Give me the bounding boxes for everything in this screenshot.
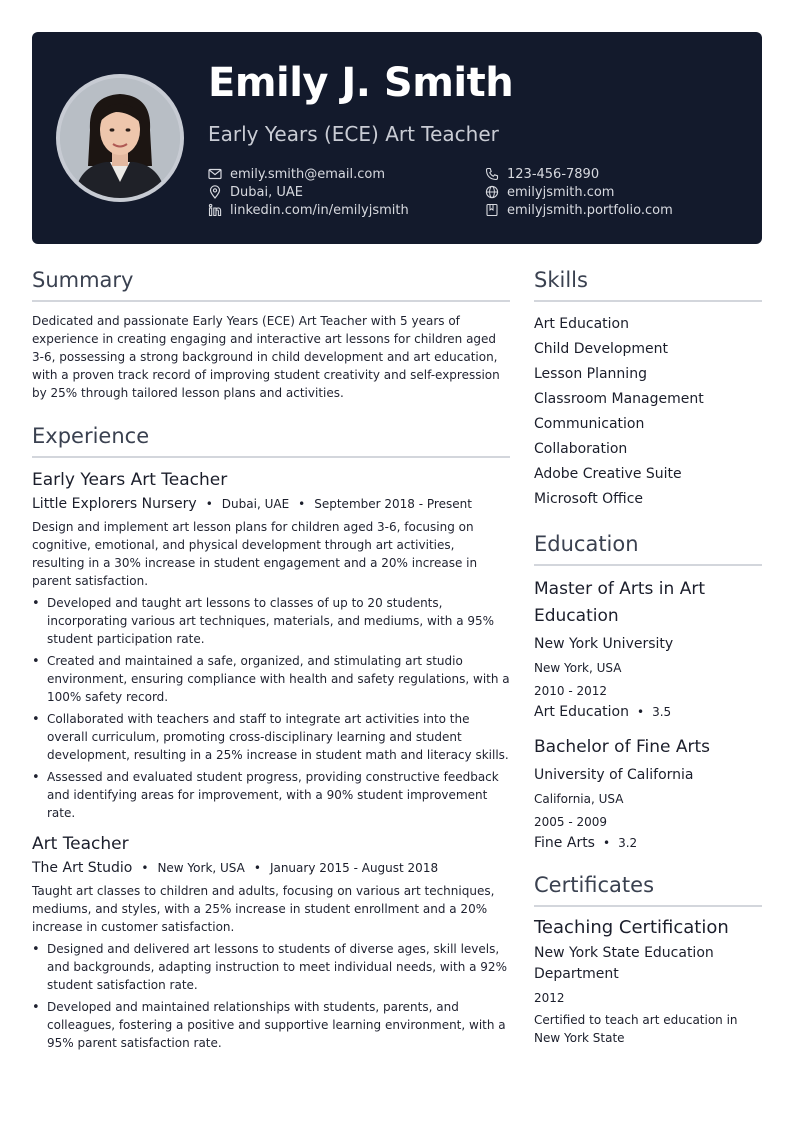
education-degree: Bachelor of Fine Arts bbox=[534, 737, 711, 757]
contact-location-text: Dubai, UAE bbox=[230, 184, 303, 200]
certificates-heading: Certificates bbox=[534, 873, 762, 907]
education-school: New York University bbox=[534, 636, 674, 652]
job-bullet: • Developed and maintained relationships with students, parents, and colleagues, fostering a positive and supportive learning environment, with a 95% parent satisfaction rate. bbox=[32, 998, 510, 1052]
job-description: Taught art classes to children and adults, focusing on various art techniques, mediums, and styles, with a 25% increase in student enrollment and a 20% increase in customer satisfaction. bbox=[32, 884, 495, 934]
certificate-title: Teaching Certification bbox=[534, 917, 729, 938]
job-location: Dubai, UAE bbox=[221, 497, 290, 511]
contact-website-text: emilyjsmith.com bbox=[507, 184, 615, 200]
separator-dot: • bbox=[636, 705, 645, 719]
contact-linkedin-text: linkedin.com/in/emilyjsmith bbox=[230, 202, 409, 218]
contact-email[interactable] bbox=[208, 165, 385, 183]
summary-heading: Summary bbox=[32, 268, 510, 302]
certificate-year: 2012 bbox=[534, 991, 565, 1005]
skills-list bbox=[534, 312, 762, 512]
candidate-name: Emily J. Smith bbox=[208, 60, 514, 106]
job-title: Early Years Art Teacher bbox=[32, 470, 228, 490]
job-bullet: • Created and maintained a safe, organized, and stimulating art studio environment, ensuring compliance with health and safety regulations, with a 100% safety record. bbox=[32, 652, 510, 706]
education-field bbox=[534, 835, 762, 851]
job-dates: January 2015 - August 2018 bbox=[269, 861, 439, 875]
education-degree: Master of Arts in Art Education bbox=[534, 579, 705, 626]
job-entry bbox=[32, 834, 510, 1052]
separator-dot: • bbox=[253, 861, 261, 875]
education-heading: Education bbox=[534, 532, 762, 566]
separator-dot: • bbox=[205, 497, 213, 511]
certificate-issuer: New York State Education Department bbox=[534, 945, 714, 982]
education-dates: 2010 - 2012 bbox=[534, 684, 608, 698]
job-meta bbox=[32, 860, 510, 876]
summary-text: Dedicated and passionate Early Years (ECE) Art Teacher with 5 years of experience in creating engaging and interactive art lessons for children aged 3-6, possessing a strong background in child development and art education, with a proven track record of improving student creativity and self-expression by 25% through tailored lesson plans and activities. bbox=[32, 314, 500, 400]
profile-photo bbox=[56, 74, 184, 202]
job-bullets bbox=[32, 594, 510, 822]
portfolio-bookmark-icon bbox=[485, 203, 499, 217]
job-location: New York, USA bbox=[157, 861, 245, 875]
separator-dot: • bbox=[602, 836, 611, 850]
contact-phone[interactable] bbox=[485, 165, 599, 183]
job-company: Little Explorers Nursery bbox=[32, 496, 197, 512]
skill-item: Lesson Planning bbox=[534, 366, 647, 382]
contact-phone-text: 123-456-7890 bbox=[507, 166, 600, 182]
separator-dot: • bbox=[141, 861, 149, 875]
certificate-entry bbox=[534, 917, 762, 1047]
side-column bbox=[534, 268, 762, 1047]
mail-icon bbox=[208, 167, 222, 181]
resume-header bbox=[32, 32, 762, 244]
certificate-description: Certified to teach art education in New York State bbox=[534, 1013, 738, 1045]
skill-item: Adobe Creative Suite bbox=[534, 466, 682, 482]
experience-heading: Experience bbox=[32, 424, 510, 458]
contact-location bbox=[208, 183, 303, 201]
separator-dot: • bbox=[298, 497, 306, 511]
education-field-text: Fine Arts bbox=[534, 835, 595, 851]
education-gpa: 3.2 bbox=[618, 836, 638, 850]
job-bullet: • Assessed and evaluated student progress, providing constructive feedback and identifying areas for improvement, with a 90% student improvement rate. bbox=[32, 768, 510, 822]
contact-website[interactable] bbox=[485, 183, 614, 201]
location-pin-icon bbox=[208, 185, 222, 199]
portrait-image bbox=[60, 78, 180, 198]
job-description: Design and implement art lesson plans for children aged 3-6, focusing on cognitive, emotional, and physical development through art activities, resulting in a 30% increase in student engagement and a 20% increase in parent satisfaction. bbox=[32, 520, 478, 588]
skills-heading: Skills bbox=[534, 268, 762, 302]
education-school: University of California bbox=[534, 767, 694, 783]
candidate-role: Early Years (ECE) Art Teacher bbox=[208, 122, 499, 146]
education-entry bbox=[534, 734, 762, 851]
skill-item: Classroom Management bbox=[534, 391, 704, 407]
job-dates: September 2018 - Present bbox=[314, 497, 472, 511]
education-gpa: 3.5 bbox=[652, 705, 672, 719]
skill-item: Art Education bbox=[534, 316, 629, 332]
linkedin-icon bbox=[208, 203, 222, 217]
job-meta bbox=[32, 496, 510, 512]
skill-item: Microsoft Office bbox=[534, 491, 644, 507]
education-dates: 2005 - 2009 bbox=[534, 815, 608, 829]
skill-item: Child Development bbox=[534, 341, 669, 357]
job-bullet: • Collaborated with teachers and staff to integrate art activities into the overall curriculum, promoting cross-disciplinary learning and student development, resulting in a 25% increase in student math and literacy skills. bbox=[32, 710, 510, 764]
globe-icon bbox=[485, 185, 499, 199]
job-title: Art Teacher bbox=[32, 834, 129, 854]
main-column bbox=[32, 268, 510, 1056]
contact-portfolio-text: emilyjsmith.portfolio.com bbox=[507, 202, 673, 218]
contact-linkedin[interactable] bbox=[208, 201, 409, 219]
education-location: New York, USA bbox=[534, 661, 622, 675]
education-location: California, USA bbox=[534, 792, 624, 806]
contact-email-text: emily.smith@email.com bbox=[230, 166, 385, 182]
education-entry bbox=[534, 576, 762, 720]
skill-item: Collaboration bbox=[534, 441, 628, 457]
job-bullet: • Designed and delivered art lessons to students of diverse ages, skill levels, and backgrounds, adapting instruction to meet individual needs, with a 92% student satisfaction rate. bbox=[32, 940, 510, 994]
education-field bbox=[534, 704, 762, 720]
job-entry bbox=[32, 470, 510, 822]
job-bullets bbox=[32, 940, 510, 1052]
job-company: The Art Studio bbox=[32, 860, 133, 876]
education-field-text: Art Education bbox=[534, 704, 629, 720]
contact-portfolio[interactable] bbox=[485, 201, 673, 219]
skill-item: Communication bbox=[534, 416, 645, 432]
phone-icon bbox=[485, 167, 499, 181]
job-bullet: • Developed and taught art lessons to classes of up to 20 students, incorporating various art techniques, materials, and mediums, with a 95% student participation rate. bbox=[32, 594, 510, 648]
